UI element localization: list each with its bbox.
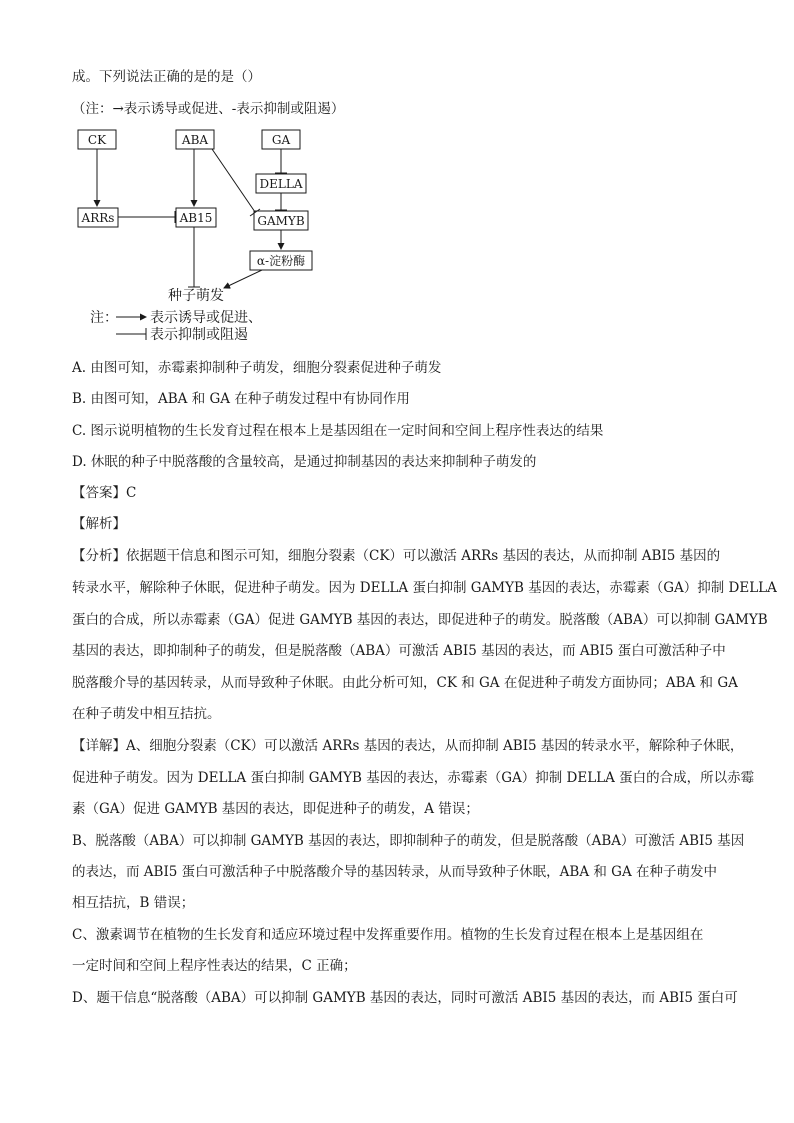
question-stem: 成。下列说法正确的是的是（）: [72, 69, 261, 85]
analysis-fenxi-line-3: 蛋白的合成，所以赤霉素（GA）促进 GAMYB 基因的表达，即促进种子的萌发。脱落酸（ABA）可以抑制 GAMYB: [72, 612, 768, 628]
fenxi-label: 【分析】: [72, 548, 126, 564]
hormone-regulation-diagram: [72, 124, 372, 352]
node-amylase: α-淀粉酶: [256, 254, 306, 268]
option-d: D. 休眠的种子中脱落酸的含量较高，是通过抑制基因的表达来抑制种子萌发的: [72, 454, 537, 470]
node-gamyb: GAMYB: [257, 214, 305, 228]
analysis-fenxi-line-6: 在种子萌发中相互拮抗。: [72, 706, 221, 722]
answer-label: 【答案】: [72, 485, 126, 501]
question-note: （注：→表示诱导或促进、-表示抑制或阻遏）: [72, 101, 345, 117]
node-germination: 种子萌发: [168, 288, 224, 304]
legend-prefix: 注：: [90, 310, 118, 326]
option-c: C. 图示说明植物的生长发育过程在根本上是基因组在一定时间和空间上程序性表达的结果: [72, 423, 604, 439]
answer-line: [72, 484, 136, 502]
analysis-fenxi-line-2: 转录水平，解除种子休眠，促进种子萌发。因为 DELLA 蛋白抑制 GAMYB 基因的表达，赤霉素（GA）抑制 DELLA: [72, 580, 777, 596]
analysis-xiangjie-line-9: D、题干信息“脱落酸（ABA）可以抑制 GAMYB 基因的表达，同时可激活 ABI5 基因的表达，而 ABI5 蛋白可: [72, 990, 738, 1006]
analysis-xiangjie-line-7: C、激素调节在植物的生长发育和适应环境过程中发挥重要作用。植物的生长发育过程在根本上是基因组在: [72, 927, 704, 943]
node-arrs: ARRs: [81, 211, 115, 225]
edge-amylase-germination: [224, 270, 262, 288]
option-b: B. 由图可知，ABA 和 GA 在种子萌发过程中有协同作用: [72, 391, 410, 407]
analysis-xiangjie-line-1: [72, 737, 743, 755]
node-aba: ABA: [181, 133, 209, 147]
node-ga: GA: [271, 133, 291, 147]
analysis-label: 【解析】: [72, 516, 126, 532]
node-ab15: AB15: [179, 211, 213, 225]
legend-promote-label: 表示诱导或促进、: [150, 310, 262, 326]
answer-value: C: [126, 485, 137, 501]
xiangjie-label: 【详解】: [72, 738, 126, 754]
analysis-xiangjie-line-4: B、脱落酸（ABA）可以抑制 GAMYB 基因的表达，即抑制种子的萌发，但是脱落酸（ABA）可激活 ABI5 基因: [72, 833, 745, 849]
analysis-xiangjie-line-2: 促进种子萌发。因为 DELLA 蛋白抑制 GAMYB 基因的表达，赤霉素（GA）抑制 DELLA 蛋白的合成，所以赤霉: [72, 770, 755, 786]
analysis-xiangjie-line-3: 素（GA）促进 GAMYB 基因的表达，即促进种子的萌发，A 错误；: [72, 801, 479, 817]
analysis-xiangjie-line-8: 一定时间和空间上程序性表达的结果，C 正确；: [72, 958, 357, 974]
analysis-fenxi-line-5: 脱落酸介导的基因转录，从而导致种子休眠。由此分析可知，CK 和 GA 在促进种子萌发方面协同；ABA 和 GA: [72, 675, 738, 691]
analysis-xiangjie-line-6: 相互拮抗，B 错误；: [72, 895, 195, 911]
node-della: DELLA: [259, 177, 303, 191]
analysis-fenxi-line-4: 基因的表达，即抑制种子的萌发，但是脱落酸（ABA）可激活 ABI5 基因的表达，而 ABI5 蛋白可激活种子中: [72, 643, 726, 659]
edge-aba-gamyb: [212, 149, 255, 212]
node-ck: CK: [87, 133, 107, 147]
fenxi-text: 依据题干信息和图示可知，细胞分裂素（CK）可以激活 ARRs 基因的表达，从而抑制 ABI5 基因的: [126, 548, 721, 564]
xiangjie-text: A、细胞分裂素（CK）可以激活 ARRs 基因的表达，从而抑制 ABI5 基因的转录水平，解除种子休眠，: [126, 738, 744, 754]
legend-inhibit-label: 表示抑制或阻遏: [150, 327, 248, 343]
option-a: A. 由图可知，赤霉素抑制种子萌发，细胞分裂素促进种子萌发: [72, 360, 442, 376]
analysis-xiangjie-line-5: 的表达，而 ABI5 蛋白可激活种子中脱落酸介导的基因转录，从而导致种子休眠，ABA 和 GA 在种子萌发中: [72, 864, 717, 880]
analysis-fenxi-line-1: [72, 547, 720, 565]
